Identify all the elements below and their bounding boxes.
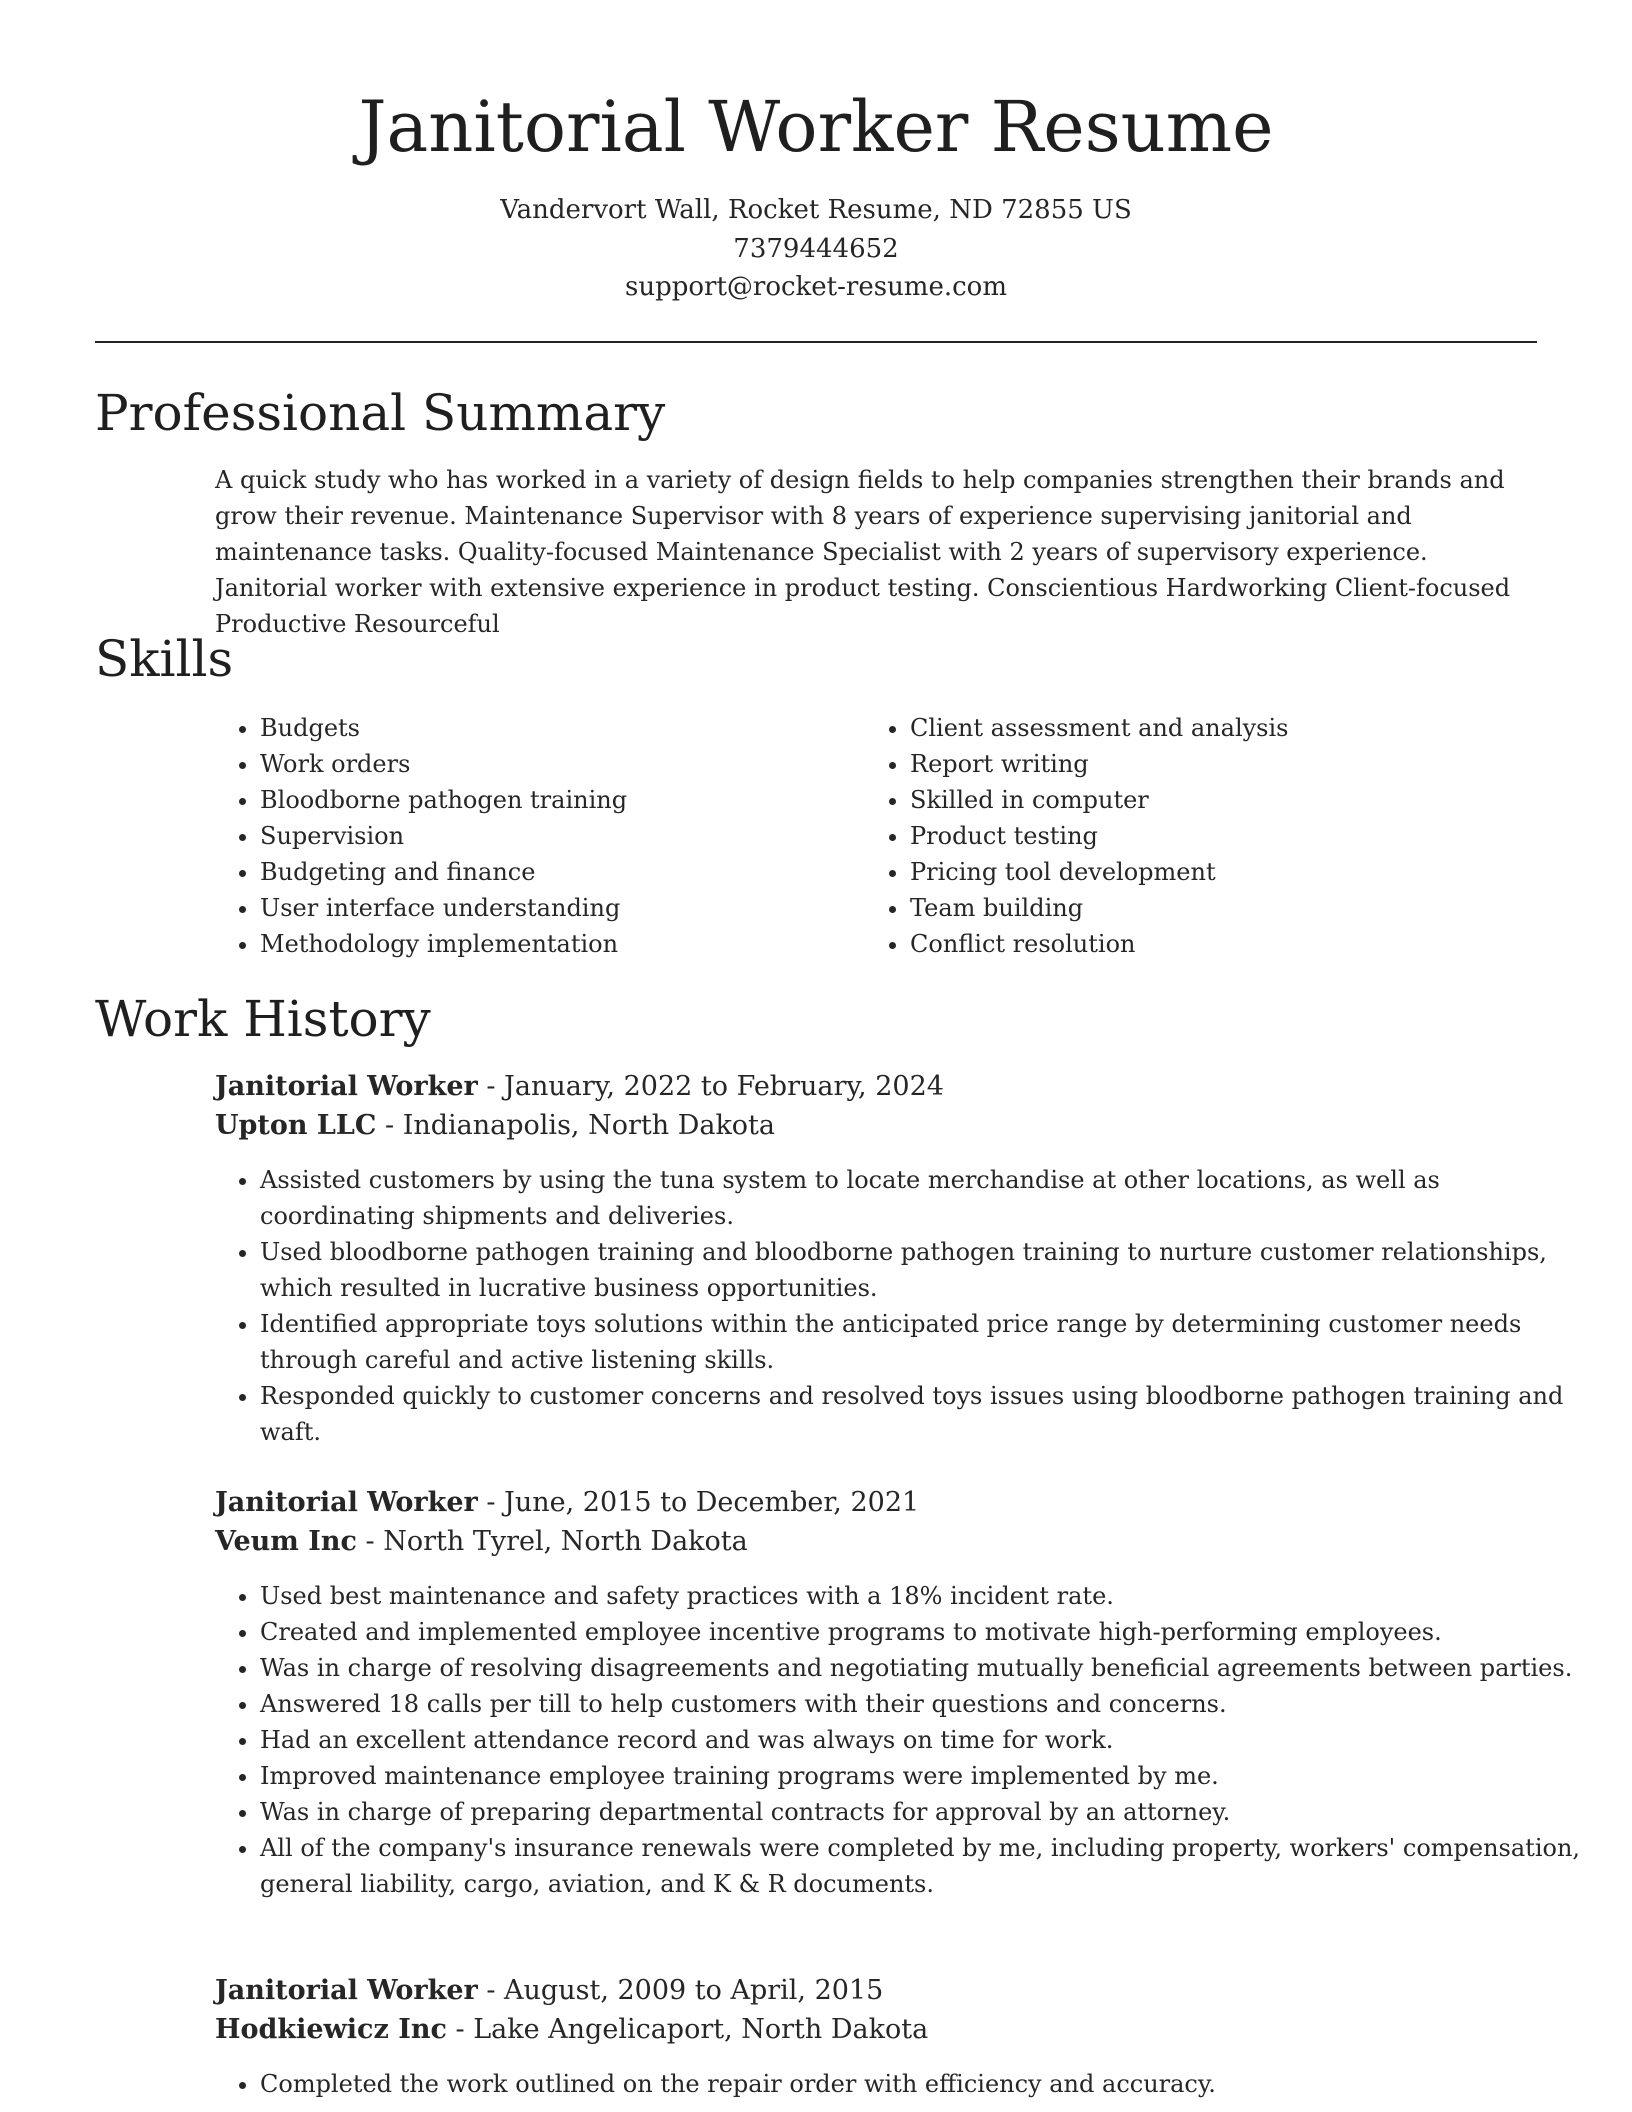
summary-heading: Professional Summary [95, 384, 666, 442]
skill-item: • Budgeting and finance [260, 854, 860, 890]
job-bullet: • Was in charge of preparing departmental contracts for approval by an attorney. [260, 1794, 1585, 1830]
skills-heading: Skills [95, 630, 234, 688]
job-employer [215, 1107, 775, 1145]
work-heading: Work History [95, 990, 431, 1048]
skill-item: • Budgets [260, 710, 860, 746]
job-bullet: • Was in charge of resolving disagreements and negotiating mutually beneficial agreements between parties. [260, 1650, 1585, 1686]
header-divider [95, 341, 1537, 343]
skill-item: • Bloodborne pathogen training [260, 782, 860, 818]
skill-item: • User interface understanding [260, 890, 860, 926]
separator: - [477, 1071, 505, 1102]
job-title: Janitorial Worker [215, 1975, 478, 2006]
skill-item: • Report writing [910, 746, 1550, 782]
job-bullets [215, 1578, 1585, 1902]
job-bullet: • Completed the work outlined on the repair order with efficiency and accuracy. [260, 2066, 1585, 2102]
job-bullet: • Had an excellent attendance record and was always on time for work. [260, 1722, 1585, 1758]
skill-item: • Supervision [260, 818, 860, 854]
job-bullet: • Identified appropriate toys solutions within the anticipated price range by determining customer needs through careful and active listening skills. [260, 1306, 1585, 1378]
skill-item: • Client assessment and analysis [910, 710, 1550, 746]
contact-email: support@rocket-resume.com [624, 272, 1007, 302]
job-bullets [215, 2066, 1585, 2102]
job-location: North Tyrel, North Dakota [383, 1526, 748, 1557]
skills-list-left [215, 710, 860, 962]
skill-item: • Skilled in computer [910, 782, 1550, 818]
job-bullet: • Used best maintenance and safety practices with a 18% incident rate. [260, 1578, 1585, 1614]
skill-item: • Pricing tool development [910, 854, 1550, 890]
job-location: Lake Angelicaport, North Dakota [473, 2014, 929, 2045]
separator: - [376, 1110, 403, 1141]
job-location: Indianapolis, North Dakota [402, 1110, 776, 1141]
skills-list-right [865, 710, 1550, 962]
job-bullet: • Created and implemented employee incentive programs to motivate high-performing employees. [260, 1614, 1585, 1650]
job-bullet: • Assisted customers by using the tuna system to locate merchandise at other locations, as well as coordinating shipments and deliveries. [260, 1162, 1585, 1234]
job-employer [215, 2011, 928, 2049]
job-bullet: • Improved maintenance employee training programs were implemented by me. [260, 1758, 1585, 1794]
job-company: Hodkiewicz Inc [215, 2014, 447, 2045]
separator: - [356, 1526, 384, 1557]
job-bullets [215, 1162, 1585, 1450]
job-bullet: • Answered 18 calls per till to help customers with their questions and concerns. [260, 1686, 1585, 1722]
job-bullet: • Used bloodborne pathogen training and bloodborne pathogen training to nurture customer relationships, which resulted in lucrative business opportunities. [260, 1234, 1585, 1306]
skill-item: • Team building [910, 890, 1550, 926]
summary-text: A quick study who has worked in a variety of design fields to help companies strengthen their brands and grow their revenue. Maintenance Supervisor with 8 years of experience supervising janitorial and maintenance tasks. Quality-focused Maintenance Specialist with 2 years of supervisory experience. Janitorial worker with extensive experience in product testing. Conscientious Hardworking Client-focused Productive Resourceful [215, 466, 1511, 638]
skill-item: • Work orders [260, 746, 860, 782]
skill-item: • Product testing [910, 818, 1550, 854]
job-heading [215, 1068, 944, 1106]
resume-title: Janitorial Worker Resume [358, 86, 1274, 168]
job-company: Upton LLC [215, 1110, 377, 1141]
job-heading [215, 1484, 919, 1522]
job-dates: June, 2015 to December, 2021 [504, 1487, 920, 1518]
separator: - [477, 1975, 505, 2006]
job-bullet: • Responded quickly to customer concerns and resolved toys issues using bloodborne pathogen training and waft. [260, 1378, 1585, 1450]
skill-item: • Methodology implementation [260, 926, 860, 962]
job-employer [215, 1523, 748, 1561]
job-title: Janitorial Worker [215, 1487, 478, 1518]
contact-address: Vandervort Wall, Rocket Resume, ND 72855 US [500, 195, 1132, 225]
contact-phone: 7379444652 [733, 234, 899, 264]
separator: - [446, 2014, 474, 2045]
skill-item: • Conflict resolution [910, 926, 1550, 962]
job-heading [215, 1972, 883, 2010]
job-dates: January, 2022 to February, 2024 [504, 1071, 944, 1102]
job-bullet: • All of the company's insurance renewals were completed by me, including property, workers' compensation, general liability, cargo, aviation, and K & R documents. [260, 1830, 1585, 1902]
job-title: Janitorial Worker [215, 1071, 478, 1102]
job-dates: August, 2009 to April, 2015 [504, 1975, 884, 2006]
separator: - [477, 1487, 505, 1518]
job-company: Veum Inc [215, 1526, 357, 1557]
